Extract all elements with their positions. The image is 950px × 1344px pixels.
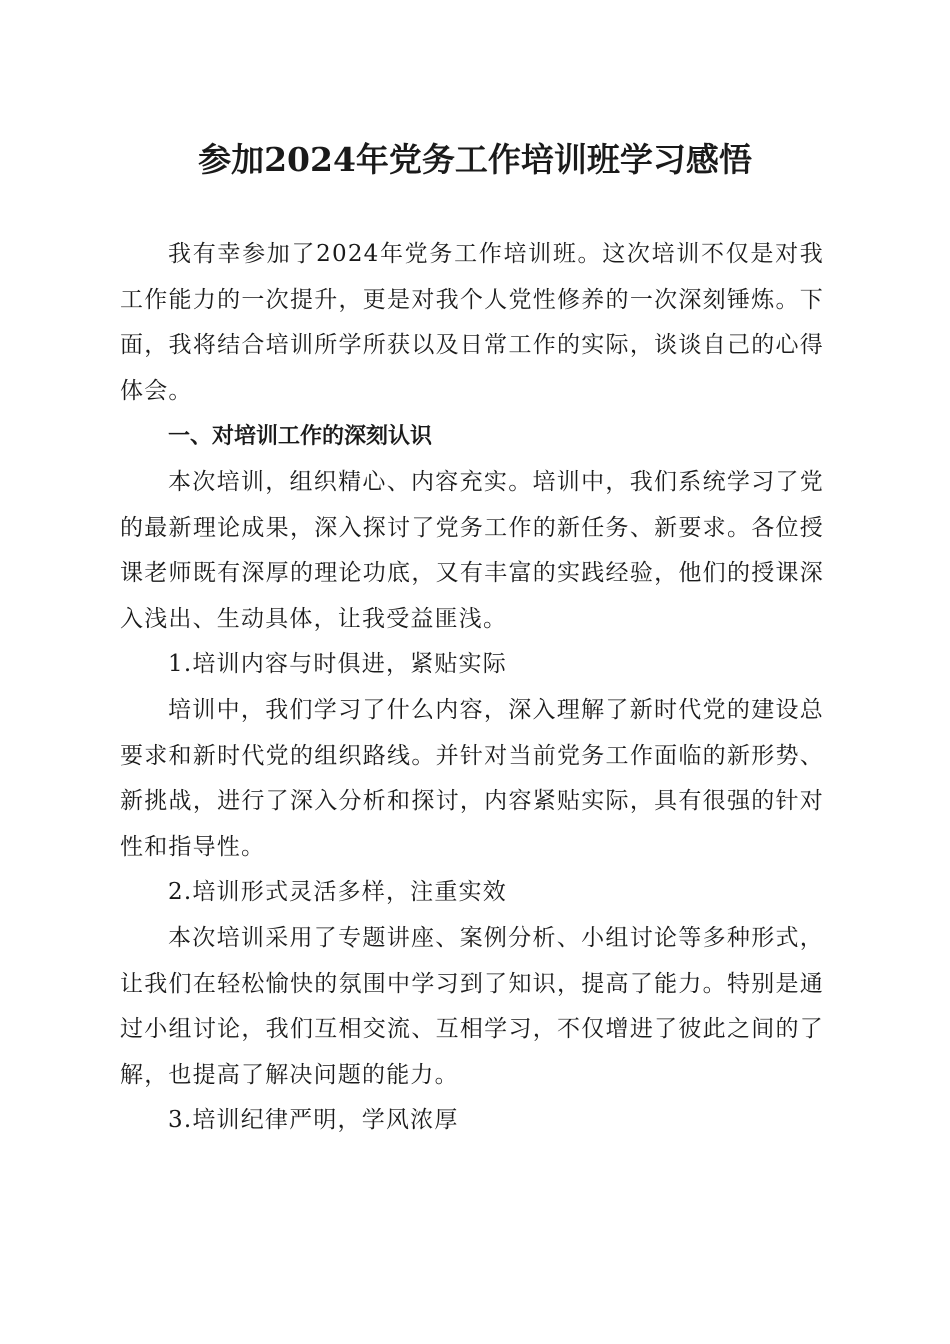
item-heading-2: 2.培训形式灵活多样，注重实效: [168, 879, 507, 906]
item-heading-1: 1.培训内容与时俱进，紧贴实际: [168, 651, 507, 678]
section-1-paragraph: 本次培训，组织精心、内容充实。培训中，我们系统学习了党的最新理论成果，深入探讨了党务工作的新任务、新要求。各位授课老师既有深厚的理论功底，又有丰富的实践经验，他们的授课深入浅出、生动具体，让我受益匪浅。: [120, 468, 824, 632]
item-heading-3: 3.培训纪律严明，学风浓厚: [168, 1107, 459, 1134]
intro-paragraph: 我有幸参加了2024年党务工作培训班。这次培训不仅是对我工作能力的一次提升，更是对我个人党性修养的一次深刻锤炼。下面，我将结合培训所学所获以及日常工作的实际，谈谈自己的心得体会。: [120, 241, 824, 404]
document-body: [120, 232, 824, 1144]
section-heading-1: 一、对培训工作的深刻认识: [168, 424, 433, 450]
item-2-paragraph: 本次培训采用了专题讲座、案例分析、小组讨论等多种形式，让我们在轻松愉快的氛围中学习到了知识，提高了能力。特别是通过小组讨论，我们互相交流、互相学习，不仅增进了彼此之间的了解，也提高了解决问题的能力。: [120, 924, 824, 1088]
item-1-paragraph: 培训中，我们学习了什么内容，深入理解了新时代党的建设总要求和新时代党的组织路线。并针对当前党务工作面临的新形势、新挑战，进行了深入分析和探讨，内容紧贴实际，具有很强的针对性和指导性。: [120, 696, 824, 860]
document-title: 参加2024年党务工作培训班学习感悟: [198, 140, 752, 179]
